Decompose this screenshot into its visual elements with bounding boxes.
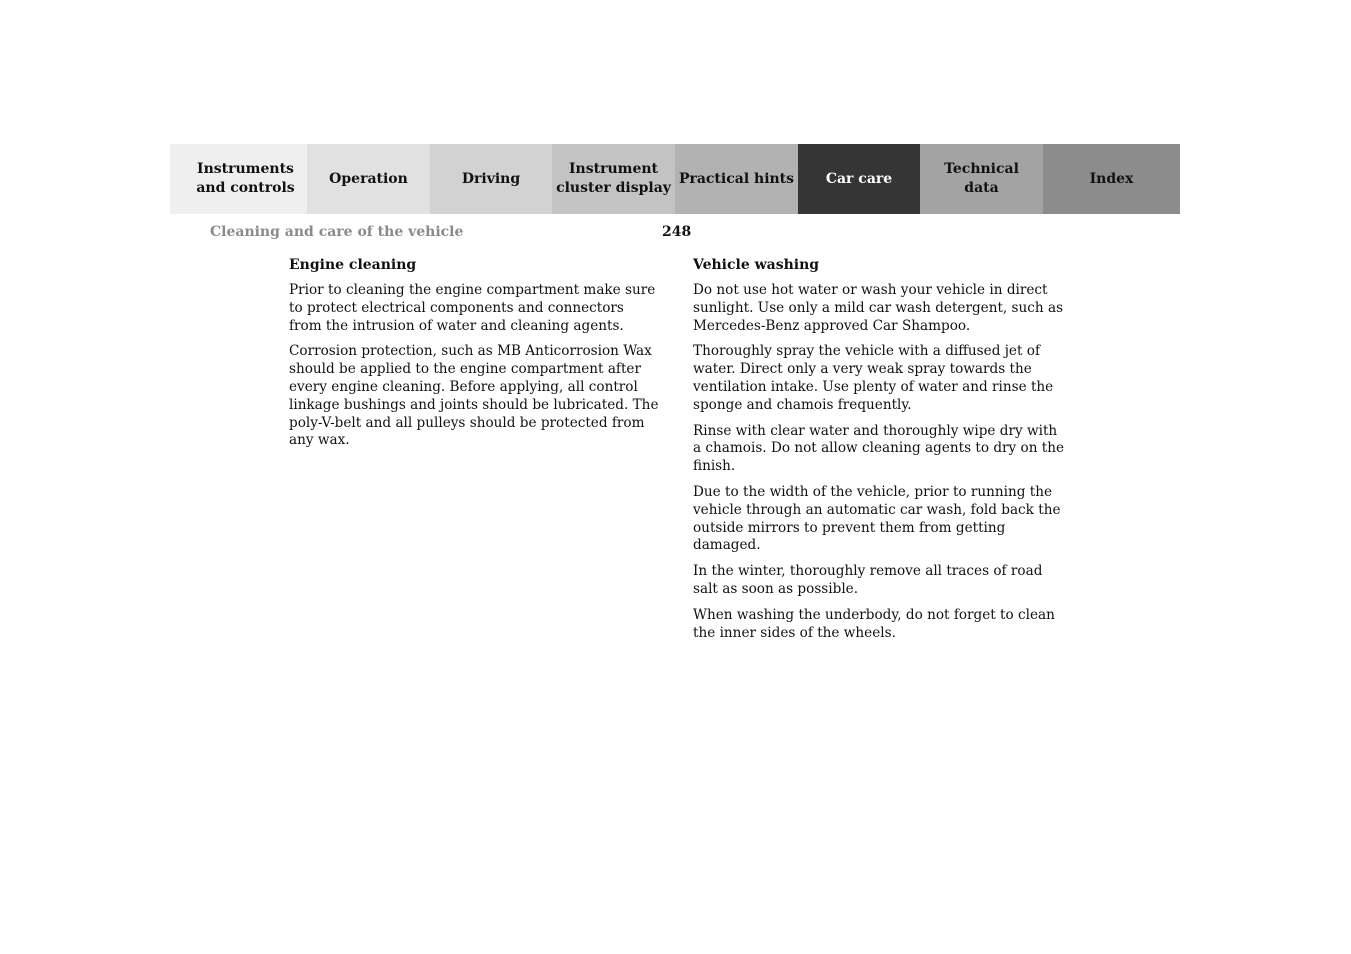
paragraph: Thoroughly spray the vehicle with a diffused jet of water. Direct only a very weak spray towards the ventilation intake. Use plenty of water and rinse the sponge and chamois frequently. [693,343,1054,413]
vehicle-washing-heading: Vehicle washing [693,257,820,273]
paragraph: Prior to cleaning the engine compartment make sure to protect electrical components and connectors from the intrusion of water and cleaning agents. [289,282,656,334]
tab-index[interactable]: Index [1043,144,1180,214]
tab-driving[interactable]: Driving [430,144,552,214]
page-number: 248 [662,224,692,240]
tab-practical-hints[interactable]: Practical hints [675,144,798,214]
tab-technical-data[interactable]: Technical data [920,144,1043,214]
paragraph: In the winter, thoroughly remove all traces of road salt as soon as possible. [693,563,1043,597]
tab-instrument-cluster-display[interactable]: Instrument cluster display [552,144,675,214]
tab-instruments-and-controls[interactable]: Instruments and controls [170,144,307,214]
paragraph: Corrosion protection, such as MB Anticorrosion Wax should be applied to the engine compartment after every engine cleaning. Before applying, all control linkage bushings and joints should be lubricated. The poly-V-belt and all pulleys should be protected from any wax. [289,343,659,449]
section-title: Cleaning and care of the vehicle [210,224,464,240]
paragraph: Do not use hot water or wash your vehicle in direct sunlight. Use only a mild car wash detergent, such as Mercedes-Benz approved Car Shampoo. [693,282,1064,334]
engine-cleaning-section [289,256,659,458]
vehicle-washing-section [693,256,1065,650]
engine-cleaning-heading: Engine cleaning [289,257,417,273]
paragraph: Due to the width of the vehicle, prior to running the vehicle through an automatic car wash, fold back the outside mirrors to prevent them from getting damaged. [693,483,1061,554]
tab-car-care[interactable]: Car care [798,144,920,214]
tab-operation[interactable]: Operation [307,144,430,214]
chapter-tab-bar [170,144,1180,214]
paragraph: Rinse with clear water and thoroughly wipe dry with a chamois. Do not allow cleaning agents to dry on the finish. [693,422,1065,475]
paragraph: When washing the underbody, do not forget to clean the inner sides of the wheels. [693,606,1055,641]
